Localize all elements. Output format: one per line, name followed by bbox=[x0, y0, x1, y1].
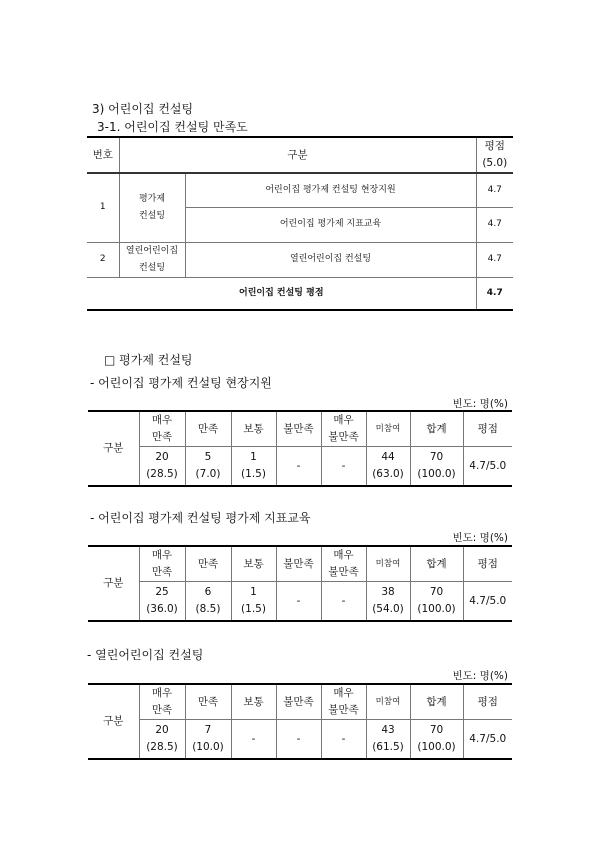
val-very-satisfied: 20 (28.5) bbox=[139, 447, 185, 487]
col-not-participated: 미참여 bbox=[366, 684, 410, 720]
detail-value-row bbox=[88, 447, 512, 487]
col-satisfied: 만족 bbox=[185, 684, 231, 720]
satisfaction-summary-table bbox=[87, 136, 513, 311]
col-score: 평점 bbox=[463, 684, 512, 720]
val-satisfied: 6 (8.5) bbox=[185, 582, 231, 622]
row-item: 어린이집 평가제 지표교육 bbox=[185, 207, 476, 242]
col-very-dissatisfied: 매우 불만족 bbox=[321, 411, 366, 447]
detail-table-2 bbox=[88, 545, 512, 622]
val-very-satisfied: 25 (36.0) bbox=[139, 582, 185, 622]
frequency-unit-1: 빈도: 명(%) bbox=[452, 398, 508, 410]
frequency-unit-3: 빈도: 명(%) bbox=[452, 670, 508, 682]
val-satisfied: 5 (7.0) bbox=[185, 447, 231, 487]
val-dissatisfied: - bbox=[276, 720, 321, 760]
summary-header-row bbox=[87, 137, 513, 173]
col-neutral: 보통 bbox=[231, 546, 276, 582]
val-total: 70 (100.0) bbox=[410, 447, 463, 487]
subsection-title: □ 평가제 컨설팅 bbox=[104, 353, 193, 367]
val-score: 4.7/5.0 bbox=[463, 582, 512, 622]
col-dissatisfied: 불만족 bbox=[276, 546, 321, 582]
row-label: 구분 bbox=[88, 546, 139, 621]
val-very-dissatisfied: - bbox=[321, 720, 366, 760]
val-score: 4.7/5.0 bbox=[463, 447, 512, 487]
col-very-dissatisfied: 매우 불만족 bbox=[321, 546, 366, 582]
detail-header-row bbox=[88, 411, 512, 447]
detail-title-1: - 어린이집 평가제 컨설팅 현장지원 bbox=[90, 376, 272, 390]
detail-table-1 bbox=[88, 410, 512, 487]
col-very-satisfied: 매우 만족 bbox=[139, 684, 185, 720]
col-dissatisfied: 불만족 bbox=[276, 411, 321, 447]
val-very-satisfied: 20 (28.5) bbox=[139, 720, 185, 760]
detail-header-row bbox=[88, 546, 512, 582]
row-item: 어린이집 평가제 컨설팅 현장지원 bbox=[185, 173, 476, 207]
header-score: 평점 (5.0) bbox=[476, 137, 513, 173]
col-neutral: 보통 bbox=[231, 684, 276, 720]
row-num: 2 bbox=[87, 242, 119, 277]
section-heading: 3) 어린이집 컨설팅 bbox=[92, 102, 194, 116]
detail-value-row bbox=[88, 582, 512, 622]
total-row bbox=[87, 277, 513, 310]
row-score: 4.7 bbox=[476, 173, 513, 207]
val-neutral: 1 (1.5) bbox=[231, 447, 276, 487]
detail-header-row bbox=[88, 684, 512, 720]
val-total: 70 (100.0) bbox=[410, 720, 463, 760]
val-neutral: 1 (1.5) bbox=[231, 582, 276, 622]
row-label: 구분 bbox=[88, 684, 139, 759]
col-total: 합계 bbox=[410, 411, 463, 447]
row-group: 평가제 컨설팅 bbox=[119, 173, 185, 242]
col-satisfied: 만족 bbox=[185, 546, 231, 582]
detail-table-3 bbox=[88, 683, 512, 760]
val-neutral: - bbox=[231, 720, 276, 760]
val-not-participated: 44 (63.0) bbox=[366, 447, 410, 487]
section-subheading: 3-1. 어린이집 컨설팅 만족도 bbox=[97, 120, 248, 134]
col-score: 평점 bbox=[463, 411, 512, 447]
header-category: 구분 bbox=[119, 137, 476, 173]
val-satisfied: 7 (10.0) bbox=[185, 720, 231, 760]
row-item: 열린어린이집 컨설팅 bbox=[185, 242, 476, 277]
row-num: 1 bbox=[87, 173, 119, 242]
col-total: 합계 bbox=[410, 546, 463, 582]
row-score: 4.7 bbox=[476, 207, 513, 242]
detail-value-row bbox=[88, 720, 512, 760]
val-not-participated: 43 (61.5) bbox=[366, 720, 410, 760]
val-score: 4.7/5.0 bbox=[463, 720, 512, 760]
col-satisfied: 만족 bbox=[185, 411, 231, 447]
row-label: 구분 bbox=[88, 411, 139, 486]
col-very-dissatisfied: 매우 불만족 bbox=[321, 684, 366, 720]
table-row bbox=[87, 242, 513, 277]
col-not-participated: 미참여 bbox=[366, 546, 410, 582]
val-very-dissatisfied: - bbox=[321, 447, 366, 487]
val-dissatisfied: - bbox=[276, 447, 321, 487]
val-total: 70 (100.0) bbox=[410, 582, 463, 622]
col-dissatisfied: 불만족 bbox=[276, 684, 321, 720]
val-very-dissatisfied: - bbox=[321, 582, 366, 622]
detail-title-3: - 열린어린이집 컨설팅 bbox=[87, 648, 204, 662]
col-very-satisfied: 매우 만족 bbox=[139, 411, 185, 447]
header-num: 번호 bbox=[87, 137, 119, 173]
frequency-unit-2: 빈도: 명(%) bbox=[452, 532, 508, 544]
col-very-satisfied: 매우 만족 bbox=[139, 546, 185, 582]
total-score: 4.7 bbox=[476, 277, 513, 310]
col-score: 평점 bbox=[463, 546, 512, 582]
val-not-participated: 38 (54.0) bbox=[366, 582, 410, 622]
val-dissatisfied: - bbox=[276, 582, 321, 622]
col-total: 합계 bbox=[410, 684, 463, 720]
detail-title-2: - 어린이집 평가제 컨설팅 평가제 지표교육 bbox=[90, 511, 311, 525]
col-neutral: 보통 bbox=[231, 411, 276, 447]
table-row bbox=[87, 173, 513, 207]
col-not-participated: 미참여 bbox=[366, 411, 410, 447]
total-label: 어린이집 컨설팅 평점 bbox=[87, 277, 476, 310]
row-group: 열린어린이집 컨설팅 bbox=[119, 242, 185, 277]
row-score: 4.7 bbox=[476, 242, 513, 277]
